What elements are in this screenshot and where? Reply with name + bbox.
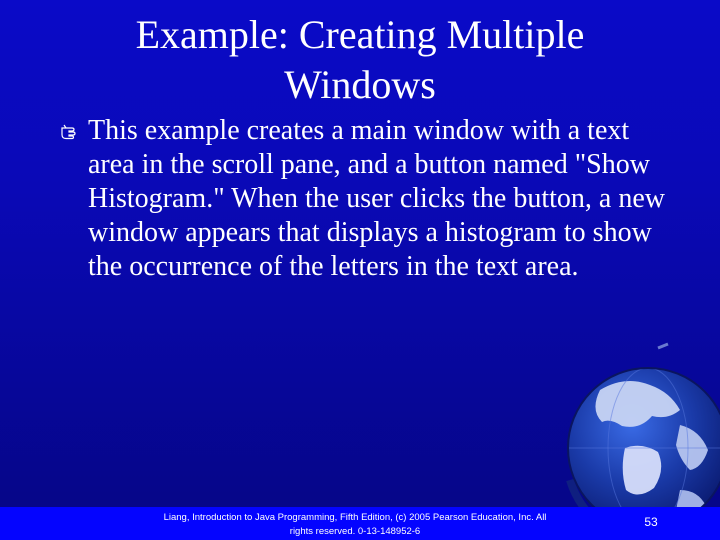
title-line-1: Example: Creating Multiple: [135, 12, 585, 57]
footer-line-2: rights reserved. 0-13-148952-6: [289, 526, 421, 537]
title-line-2: Windows: [284, 62, 436, 107]
page-number: 53: [644, 515, 658, 529]
pointing-hand-icon: [60, 119, 82, 141]
copyright-footer: [140, 511, 570, 539]
bullet-text: This example creates a main window with a text area in the scroll pane, and a button named "Show Histogram." When the user clicks the button, a new window appears that displays a histogram to show the occurrence of the letters in the text area.: [88, 115, 665, 282]
footer-line-1: Liang, Introduction to Java Programming, Fifth Edition, (c) 2005 Pearson Education, Inc. All: [163, 512, 547, 523]
slide-title: [60, 10, 660, 110]
